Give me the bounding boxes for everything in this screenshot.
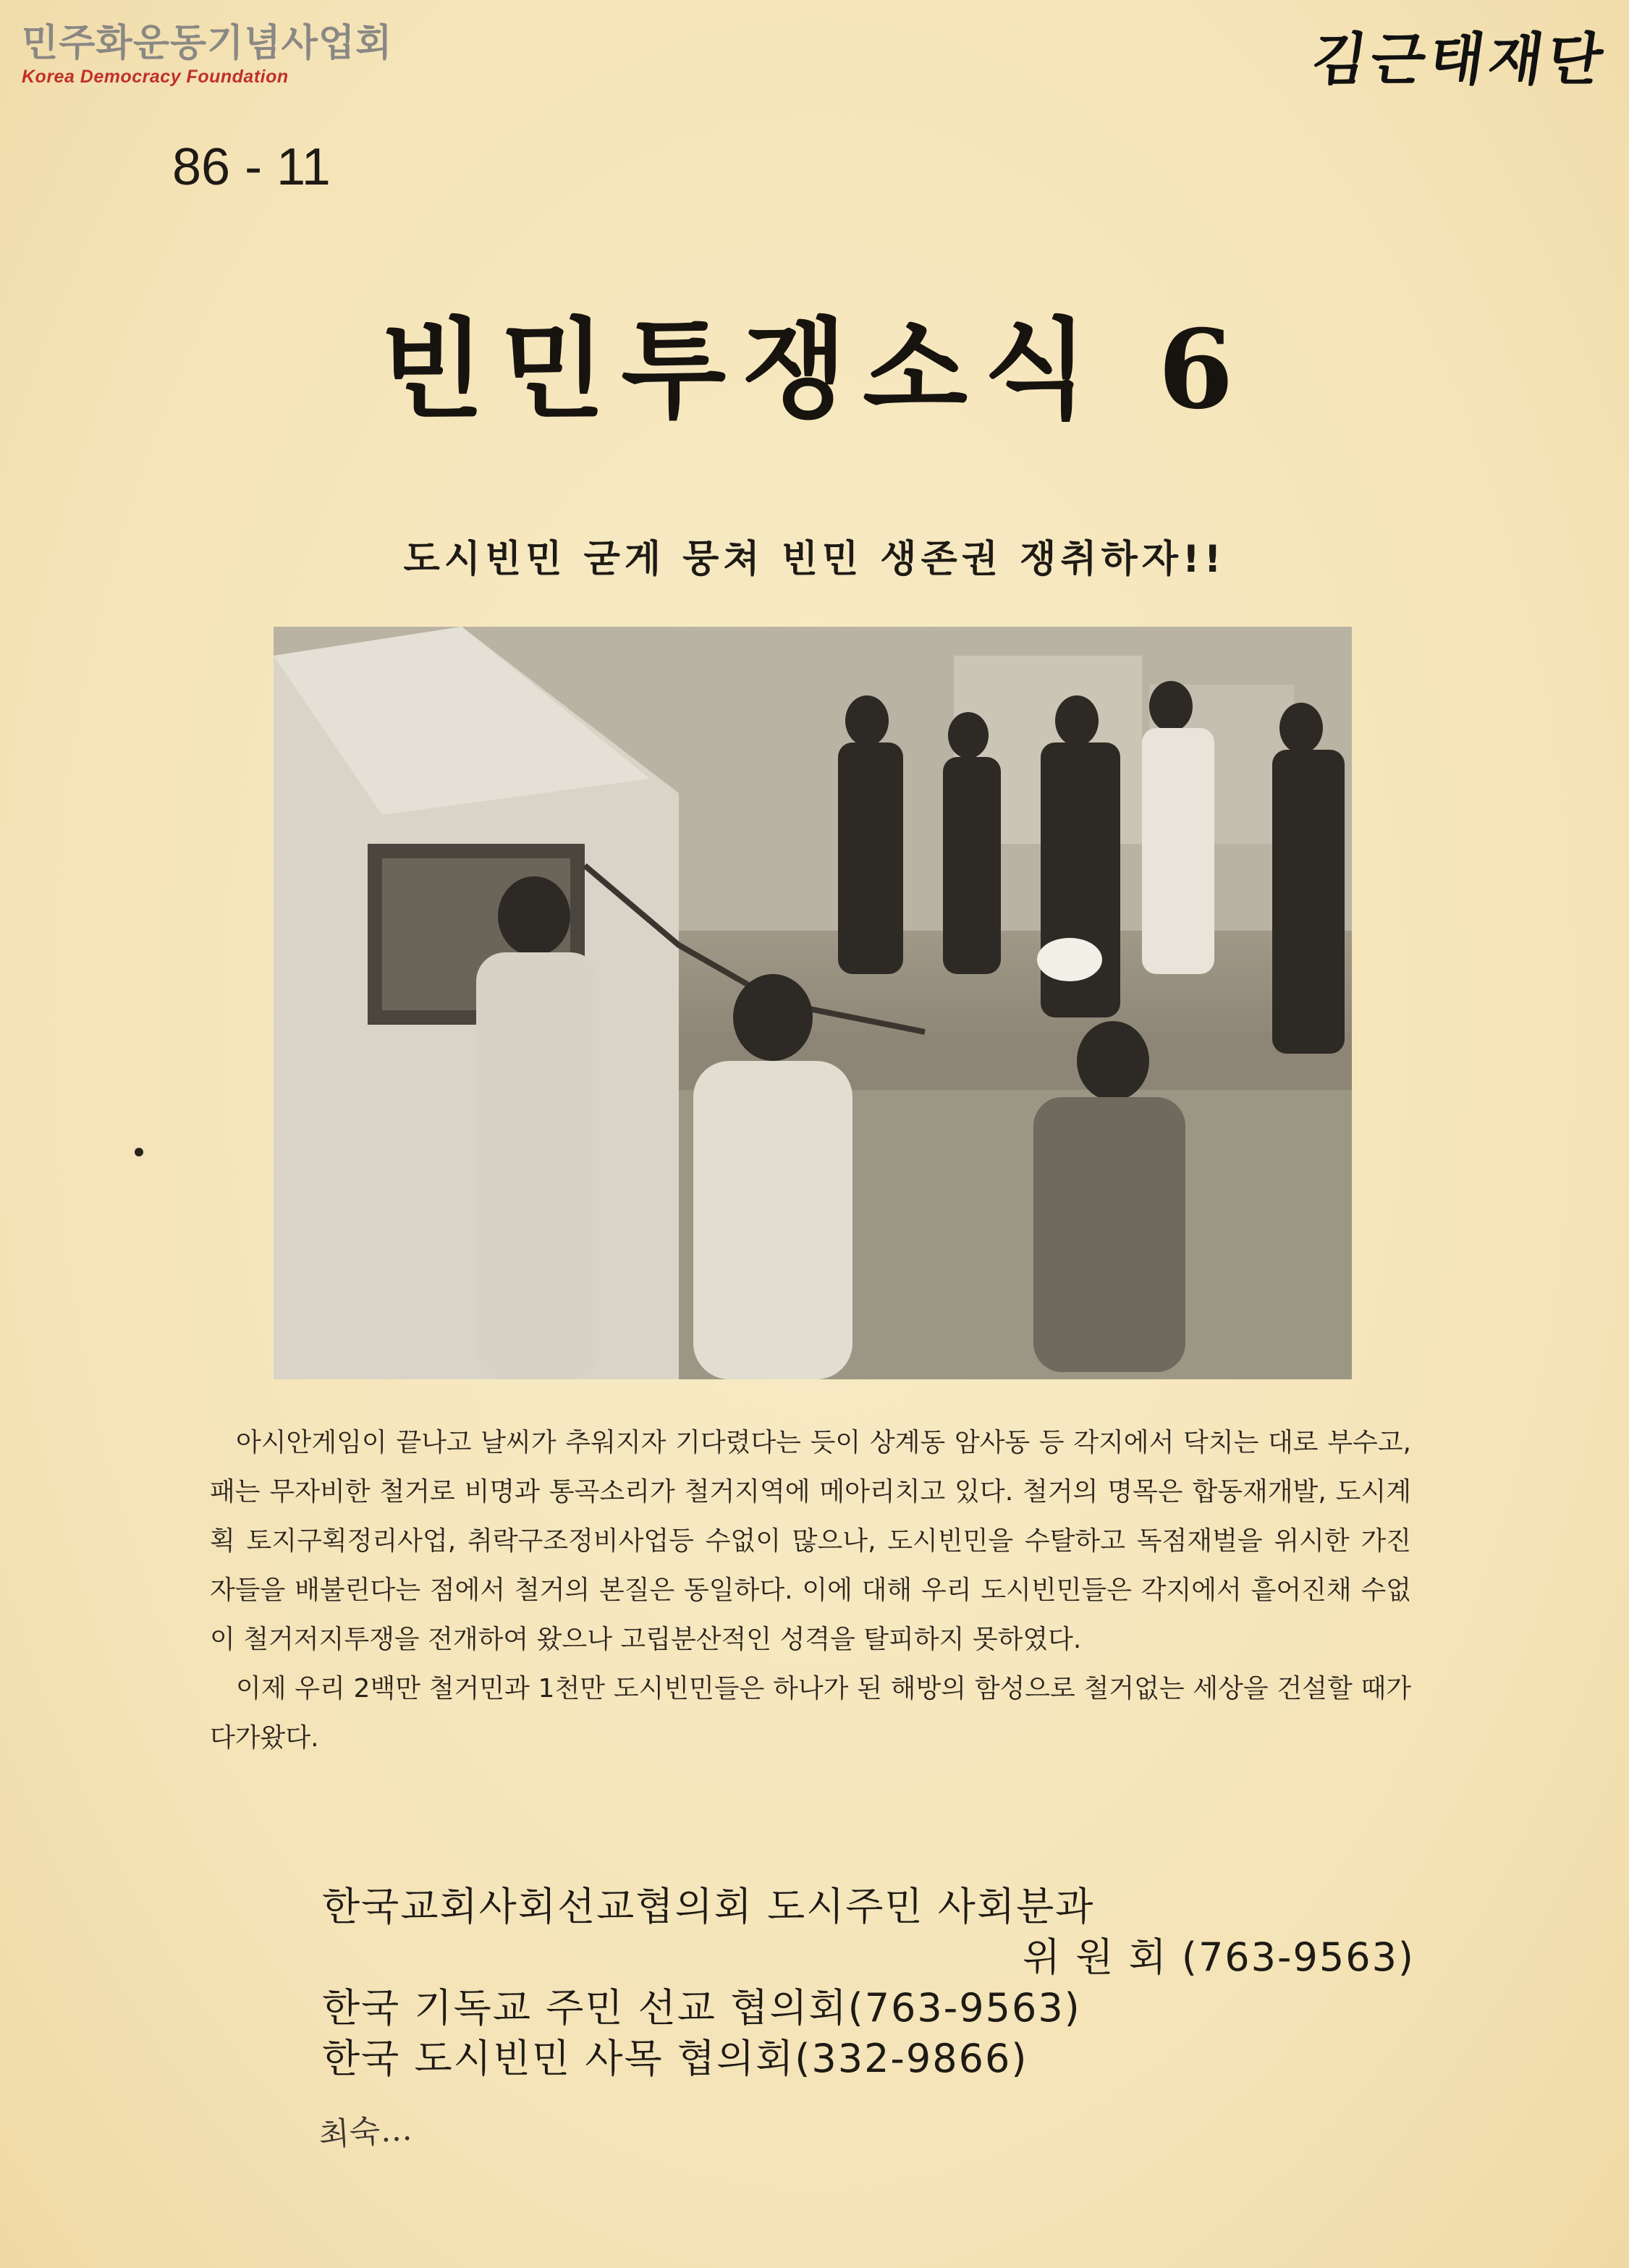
- logo-english-text: Korea Democracy Foundation: [22, 67, 289, 87]
- page-subtitle: 도시빈민 굳게 뭉쳐 빈민 생존권 쟁취하자!!: [403, 538, 1226, 581]
- foundation-stamp: 김근태재단: [1307, 27, 1612, 93]
- article-body: [210, 1418, 1411, 1763]
- article-paragraph-1: 아시안게임이 끝나고 날씨가 추워지자 기다렸다는 듯이 상계동 암사동 등 각지에서 닥치는 대로 부수고, 패는 무자비한 철거로 비명과 통곡소리가 철거지역에 메아리치고 있다. 철거의 명목은 합동재개발, 도시계획 토지구획정리사업, 취락구조정비사업등 수없이 많으나, 도시빈민을 수탈하고 독점재벌을 위시한 가진 자들을 배불린다는 점에서 철거의 본질은 동일하다. 이에 대해 우리 도시빈민들은 각지에서 흩어진채 수없이 철거저지투쟁을 전개하여 왔으나 고립분산적인 성격을 탈피하지 못하였다.: [210, 1428, 1411, 1654]
- page-title: 빈민투쟁소식 6: [379, 306, 1250, 433]
- photo-illustration: [274, 627, 1352, 1379]
- organization-line-3: 한국 기독교 주민 선교 협의회(763-9563): [322, 1985, 1081, 2031]
- document-number: 86 - 11: [172, 138, 331, 196]
- logo-korean-text: 민주화운동기념사업회: [22, 22, 393, 65]
- organization-line-2: 위 원 회 (763-9563): [1022, 1934, 1415, 1980]
- paper-speck: [135, 1148, 143, 1156]
- organization-line-1: 한국교회사회선교협의회 도시주민 사회분과: [322, 1884, 1095, 1929]
- kdf-logo: [22, 22, 392, 88]
- demolition-photo: [274, 627, 1352, 1379]
- article-paragraph-2: 이제 우리 2백만 철거민과 1천만 도시빈민들은 하나가 된 해방의 함성으로 철거없는 세상을 건설할 때가 다가왔다.: [210, 1674, 1411, 1753]
- handwritten-signature: 최숙…: [317, 2110, 413, 2154]
- publishing-organizations: [322, 1882, 1422, 2084]
- organization-line-4: 한국 도시빈민 사목 협의회(332-9866): [322, 2036, 1028, 2081]
